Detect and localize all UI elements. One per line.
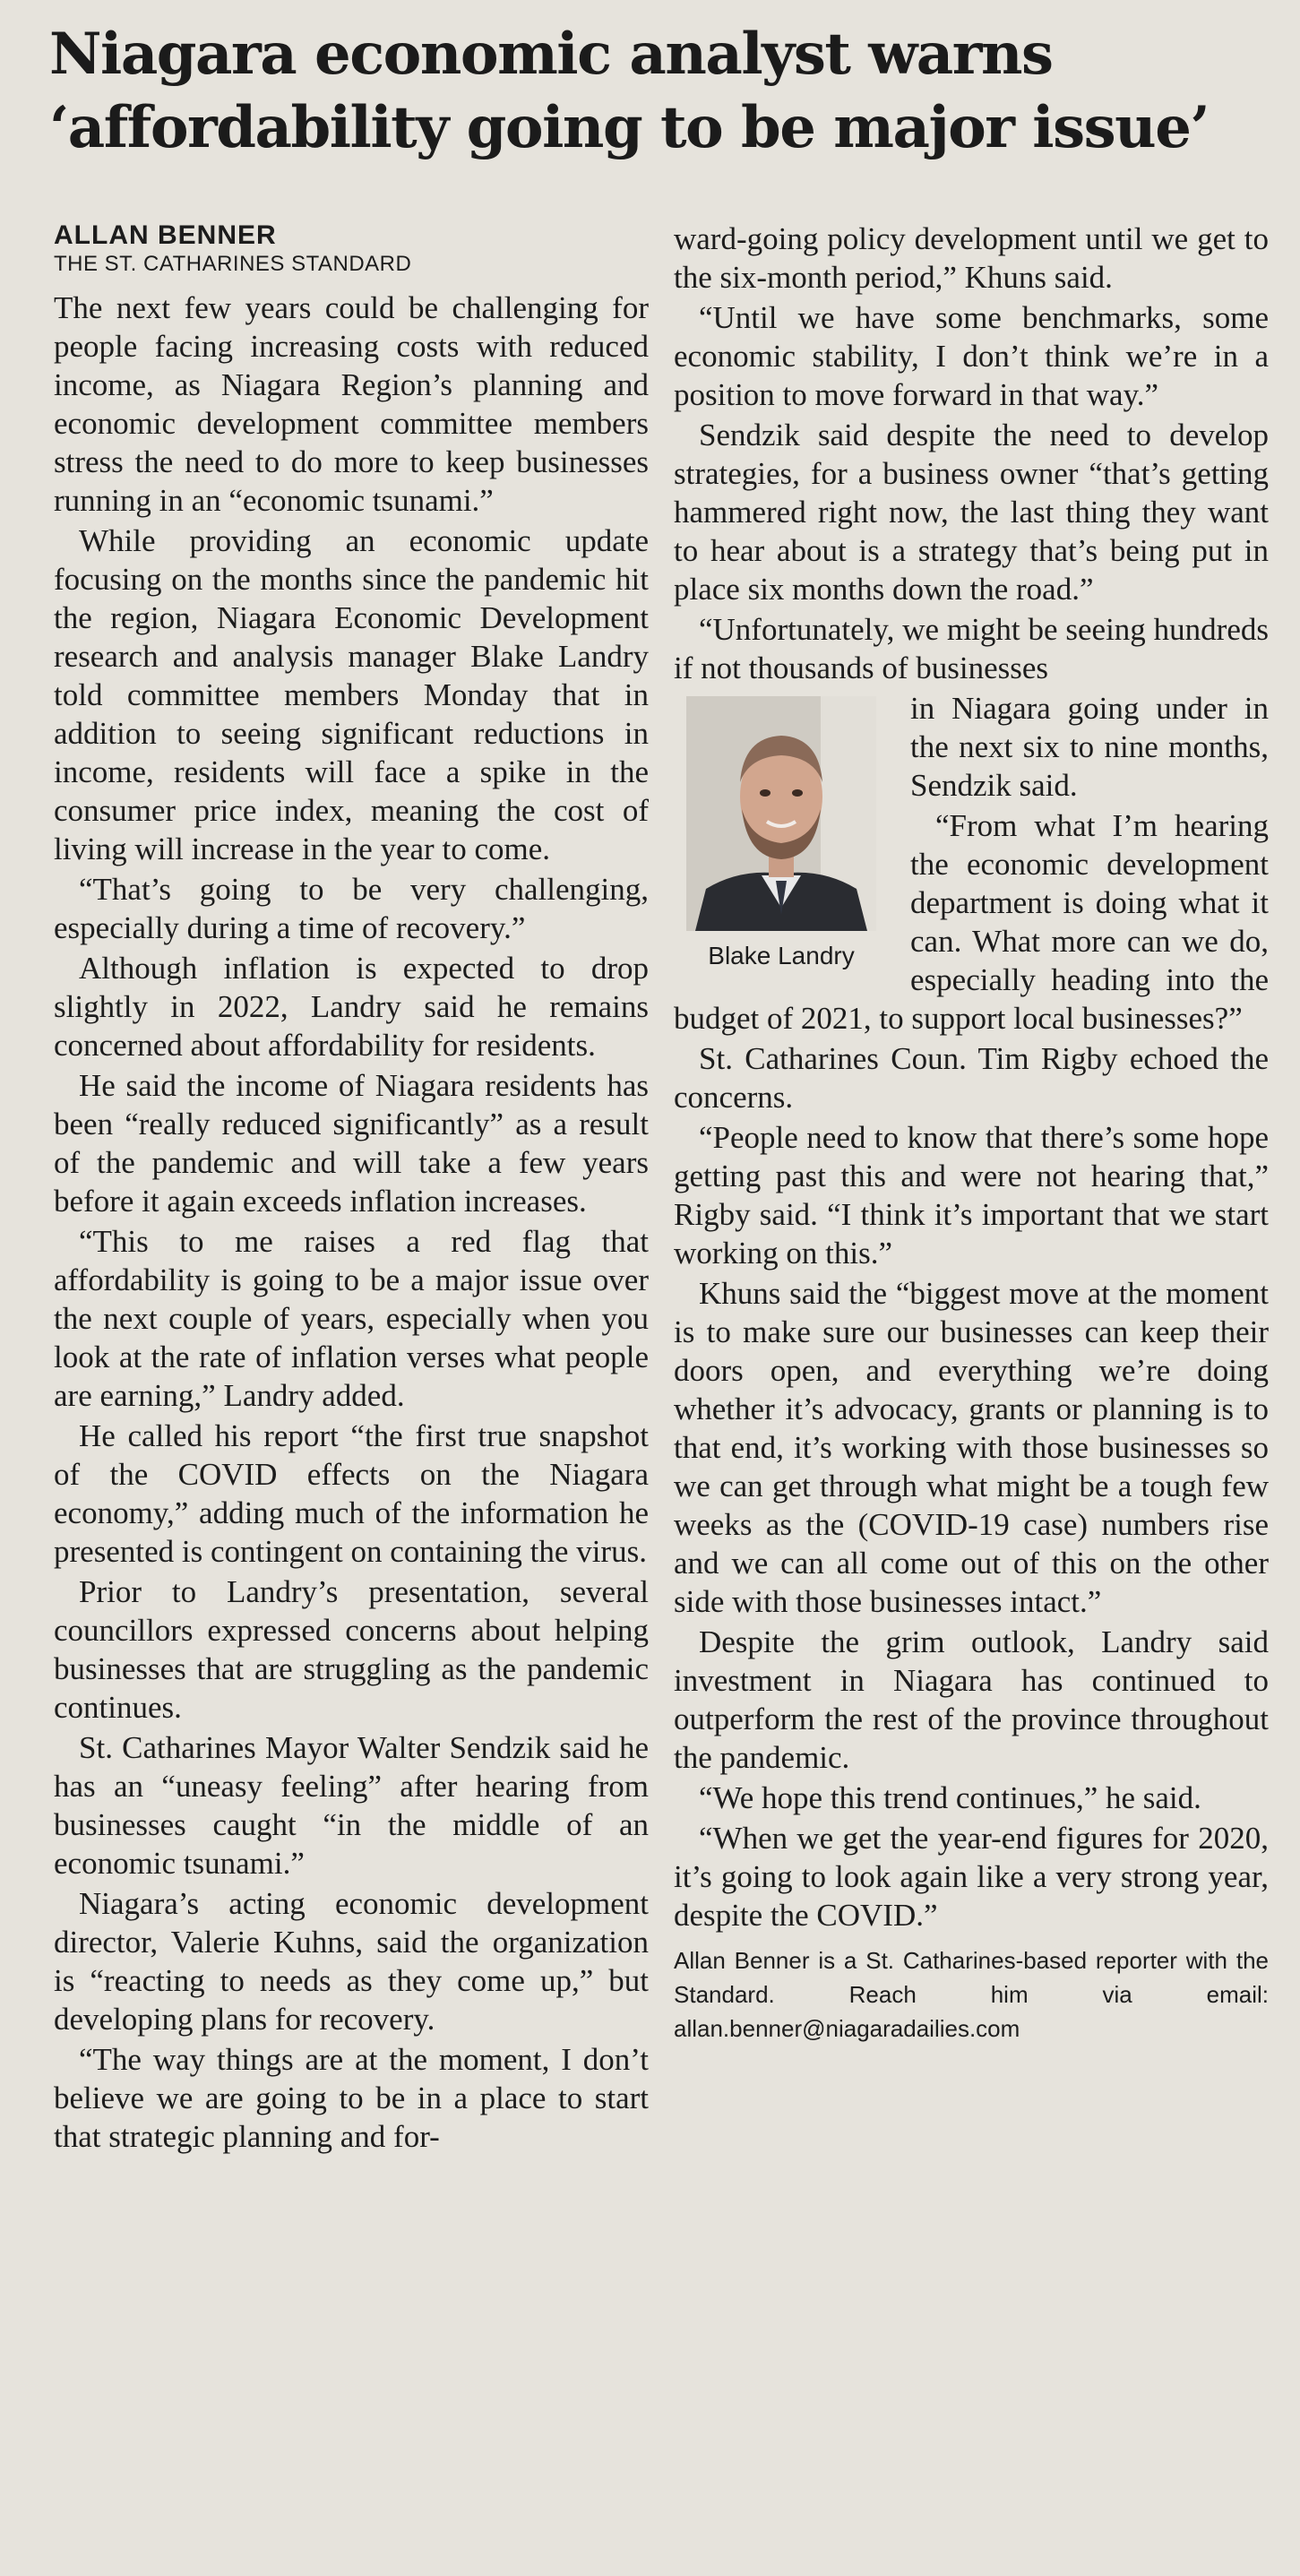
byline-publication: THE ST. CATHARINES STANDARD — [54, 252, 412, 276]
author-tagline: Allan Benner is a St. Catharines-based reporter with the Standard. Reach him via email: allan.benner@niagaradailies.com — [674, 1947, 1269, 2042]
paragraph: Despite the grim outlook, Landry said investment in Niagara has continued to outperform the rest of the province throughout the pandemic. — [674, 1624, 1269, 1775]
paragraph: Although inflation is expected to drop slightly in 2022, Landry said he remains concerned about affordability for residents. — [54, 951, 649, 1063]
paragraph: “This to me raises a red flag that affordability is going to be a major issue over the next couple of years, especially when you look at the rate of inflation verses what people are earning,” Landry added. — [54, 1224, 649, 1413]
paragraph: “We hope this trend continues,” he said. — [699, 1780, 1201, 1815]
paragraph: “People need to know that there’s some hope getting past this and were not hearing that,” Rigby said. “I think it’s important that we start working on this.” — [674, 1120, 1269, 1271]
paragraph: Prior to Landry’s presentation, several councillors expressed concerns about helping businesses that are struggling as the pandemic continues. — [54, 1574, 649, 1725]
photo-caption: Blake Landry — [708, 942, 855, 969]
paragraph: “When we get the year-end figures for 2020, it’s going to look again like a very strong year, despite the COVID.” — [674, 1821, 1269, 1933]
paragraph: St. Catharines Mayor Walter Sendzik said he has an “uneasy feeling” after hearing from businesses caught “in the middle of an economic tsunami.” — [54, 1730, 649, 1881]
paragraph: “The way things are at the moment, I don’t believe we are going to be in a place to start that strategic planning and for- — [54, 2042, 649, 2154]
paragraph: While providing an economic update focusing on the months since the pandemic hit the region, Niagara Economic Development research and analysis manager Blake Landry told committee members Monday that in addition to seeing significant reductions in income, residents will face a spike in the consumer price index, meaning the cost of living will increase in the year to come. — [54, 523, 649, 866]
article-column-2 — [674, 220, 1269, 2046]
paragraph: in Niagara going under in the next six to nine months, Sendzik said. — [910, 691, 1269, 803]
paragraph: He said the income of Niagara residents has been “really reduced significantly” as a result of the pandemic and will take a few years before it again exceeds inflation increases. — [54, 1068, 649, 1219]
paragraph: He called his report “the first true snapshot of the COVID effects on the Niagara economy,” adding much of the information he presented is contingent on containing the virus. — [54, 1418, 649, 1569]
paragraph: Sendzik said despite the need to develop strategies, for a business owner “that’s getting hammered right now, the last thing they want to hear about is a strategy that’s being put in place six months down the road.” — [674, 418, 1269, 607]
paragraph: Niagara’s acting economic development director, Valerie Kuhns, said the organization is “reacting to needs as they come up,” but developing plans for recovery. — [54, 1886, 649, 2037]
photo-figure — [674, 696, 889, 974]
paragraph: Khuns said the “biggest move at the moment is to make sure our businesses can keep their doors open, and everything we’re doing whether it’s advocacy, grants or planning is to that end, it’s working with those businesses so we can get through what might be a tough few weeks as the (COVID-19 case) numbers rise and we can all come out of this on the other side with those businesses intact.” — [674, 1276, 1269, 1619]
paragraph: St. Catharines Coun. Tim Rigby echoed the concerns. — [674, 1041, 1269, 1115]
paragraph: “From what I’m hearing the economic development department is doing what it can. What more can we do, especially heading into the budget of 2021, to support local businesses?” — [674, 808, 1269, 1036]
paragraph: “Until we have some benchmarks, some economic stability, I don’t think we’re in a position to move forward in that way.” — [674, 300, 1269, 412]
paragraph: “That’s going to be very challenging, especially during a time of recovery.” — [54, 872, 649, 945]
headline-line-1: Niagara economic analyst warns — [49, 21, 1053, 88]
paragraph: ward-going policy development until we get to the six-month period,” Khuns said. — [674, 221, 1269, 295]
headline — [49, 18, 1268, 165]
portrait-photo — [686, 696, 876, 931]
headline-line-2: ‘affordability going to be major issue’ — [49, 94, 1210, 161]
portrait-image — [686, 696, 876, 931]
byline-author: ALLAN BENNER — [54, 220, 277, 250]
paragraph: “Unfortunately, we might be seeing hundreds if not thousands of businesses — [674, 612, 1269, 685]
paragraph: The next few years could be challenging for people facing increasing costs with reduced income, as Niagara Region’s planning and economic development committee members stress the need to do more to keep businesses running in an “economic tsunami.” — [54, 290, 649, 518]
article-column-1 — [54, 215, 649, 2158]
